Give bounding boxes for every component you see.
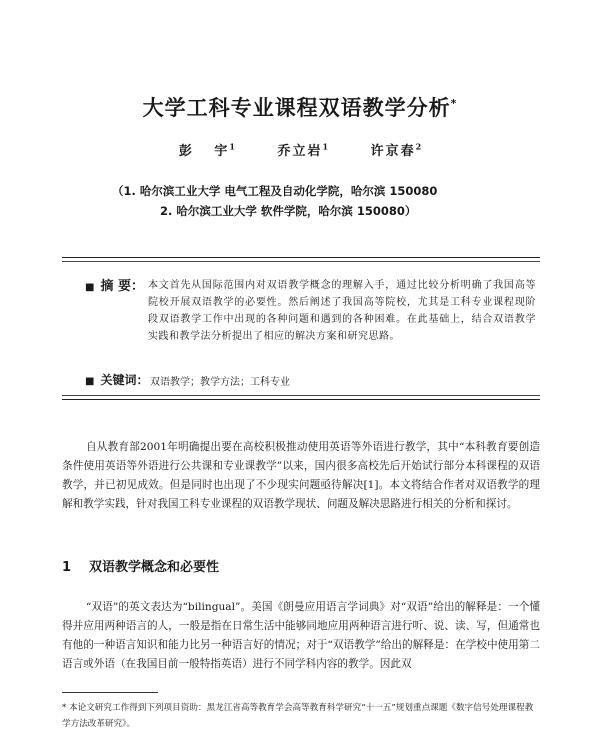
abstract-text: 本文首先从国际范围内对双语教学概念的理解入手，通过比较分析明确了我国高等院校开展双语教学的必要性。然后阐述了我国高等院校，尤其是工科专业课程现阶段双语教学工作中出现的各种问题和遇到的各种困难。在此基础上，结合双语教学实践和教学法分析提出了相应的解决方案和研究思路。: [148, 280, 536, 342]
author-1: [178, 141, 235, 159]
footnote: * 本论文研究工作得到下列项目资助：黑龙江省高等教育学会高等教育科学研究“十一五”规划重点课题《数字信号处理课程教学方法改革研究》。: [62, 703, 534, 729]
abstract-bottom-rule: [62, 399, 540, 400]
author-2: [277, 141, 329, 159]
keywords-label: ■ 关键词：: [85, 373, 149, 387]
author-affiliation-mark: 1: [322, 141, 329, 152]
abstract-label: ■ 摘 要：: [85, 279, 144, 294]
author-affiliation-mark: 1: [229, 141, 235, 152]
author-3: [370, 141, 422, 159]
intro-paragraph: 自从教育部2001年明确提出要在高校积极推动使用英语等外语进行教学，其中“本科教育要创造条件使用英语等外语进行公共课和专业课教学”以来，国内很多高校先后开始试行部分本科课程的双语教学，并已初见成效。但是同时也出现了不少现实问题亟待解决[1]。本文将结合作者对双语教学的理解和教学实践，针对我国工科专业课程的双语教学现状、问题及解决思路进行相关的分析和探讨。: [62, 441, 540, 510]
footnote-rule: [62, 692, 158, 693]
affiliation-1: （1. 哈尔滨工业大学 电气工程及自动化学院，哈尔滨 150080: [112, 184, 438, 198]
keywords-text: 双语教学；教学方法；工科专业: [150, 377, 290, 388]
author-name: 乔立岩: [277, 144, 323, 159]
abstract-bottom-rule-thin: [62, 395, 540, 396]
section-paragraph: “双语”的英文表达为“bilingual”。美国《朗曼应用语言学词典》对“双语”给出的解释是：一个懂得并应用两种语言的人，一般是指在日常生活中能够同地应用两种语言进行听、说、读、写，但通常也有他的一种语言知识和能力比另一种语言好的情况；对于“双语教学”给出的解释是：在学校中使用第二语言或外语（在我国目前一般特指英语）进行不同学科内容的教学。因此双: [62, 601, 540, 670]
abstract-top-rule: [62, 257, 540, 258]
section-heading: [62, 556, 219, 575]
title-text: 大学工科专业课程双语教学分析: [142, 96, 451, 120]
section-number: 1: [62, 560, 72, 575]
title-footnote-mark: *: [450, 97, 458, 110]
square-bullet-icon: ■: [85, 282, 95, 293]
author-name: 许京春: [370, 144, 416, 159]
abstract-top-rule-thin: [62, 261, 540, 262]
section-title: 双语教学概念和必要性: [89, 560, 220, 575]
author-name: 彭 宇: [178, 144, 230, 159]
author-list: [0, 140, 600, 159]
paper-title: [0, 92, 600, 122]
affiliation-2: 2. 哈尔滨工业大学 软件学院，哈尔滨 150080）: [160, 204, 417, 218]
author-affiliation-mark: 2: [415, 141, 422, 152]
square-bullet-icon: ■: [85, 376, 95, 387]
